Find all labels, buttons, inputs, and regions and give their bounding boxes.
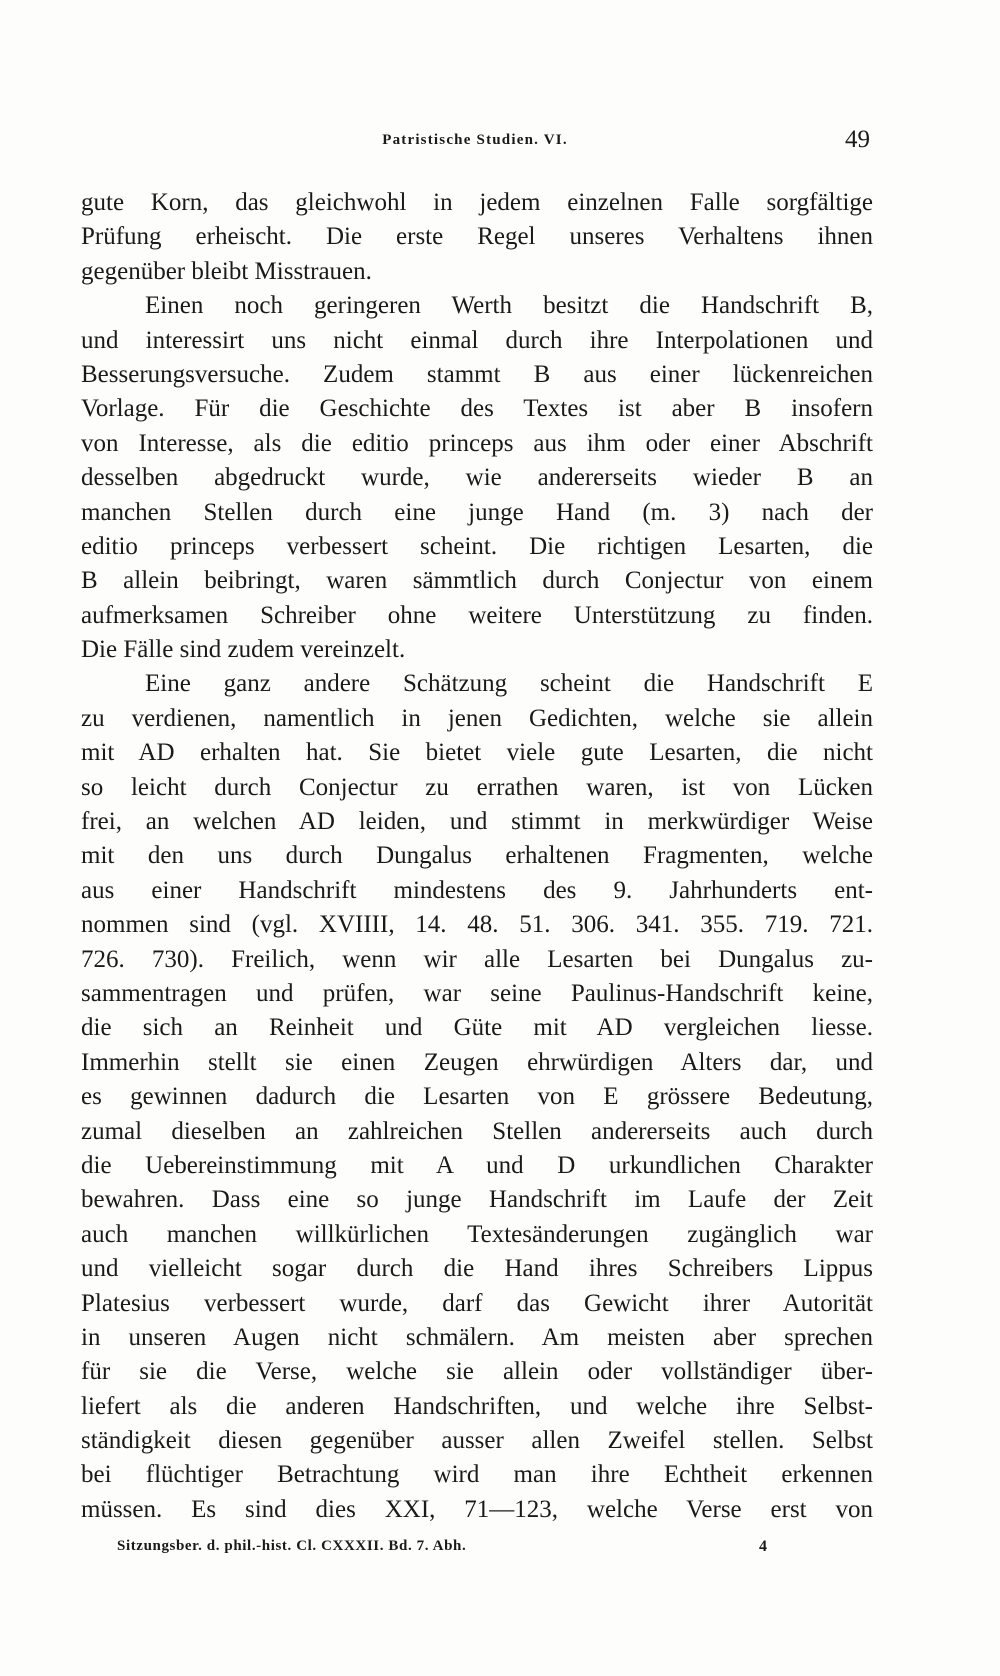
text-line: und vielleicht sogar durch die Hand ihres Schreibers Lippus <box>81 1255 873 1283</box>
text-line: in unseren Augen nicht schmälern. Am meisten aber sprechen <box>81 1323 873 1351</box>
body-text <box>81 186 873 1527</box>
text-line: liefert als die anderen Handschriften, und welche ihre Selbst- <box>81 1392 873 1420</box>
text-line: frei, an welchen AD leiden, und stimmt in merkwürdiger Weise <box>81 808 873 836</box>
text-line: editio princeps verbessert scheint. Die richtigen Lesarten, die <box>81 532 873 560</box>
text-line: Eine ganz andere Schätzung scheint die Handschrift E <box>145 670 873 698</box>
text-line: Vorlage. Für die Geschichte des Textes ist aber B insofern <box>81 395 873 423</box>
running-title: Patristische Studien. VI. <box>382 132 568 148</box>
text-line: 726. 730). Freilich, wenn wir alle Lesarten bei Dungalus zu- <box>81 945 873 973</box>
text-line: Besserungsversuche. Zudem stammt B aus einer lückenreichen <box>81 360 873 388</box>
text-line: so leicht durch Conjectur zu errathen waren, ist von Lücken <box>81 773 873 801</box>
text-line: bewahren. Dass eine so junge Handschrift im Laufe der Zeit <box>81 1186 873 1214</box>
text-line: die sich an Reinheit und Güte mit AD vergleichen liesse. <box>81 1014 873 1042</box>
text-line: müssen. Es sind dies XXI, 71—123, welche Verse erst von <box>81 1495 873 1523</box>
running-head <box>80 126 870 156</box>
text-line: ständigkeit diesen gegenüber ausser allen Zweifel stellen. Selbst <box>81 1427 873 1455</box>
text-line: mit den uns durch Dungalus erhaltenen Fragmenten, welche <box>81 842 873 870</box>
text-line: aufmerksamen Schreiber ohne weitere Unterstützung zu finden. <box>81 601 873 629</box>
text-line: aus einer Handschrift mindestens des 9. Jahrhunderts ent- <box>81 876 873 904</box>
text-line: für sie die Verse, welche sie allein oder vollständiger über- <box>81 1358 873 1386</box>
text-line: desselben abgedruckt wurde, wie andererseits wieder B an <box>81 464 873 492</box>
text-line: Platesius verbessert wurde, darf das Gewicht ihrer Autorität <box>81 1289 873 1317</box>
text-line: sammentragen und prüfen, war seine Paulinus-Handschrift keine, <box>81 979 873 1007</box>
text-line: gegenüber bleibt Misstrauen. <box>81 257 372 285</box>
text-line: B allein beibringt, waren sämmtlich durch Conjectur von einem <box>81 567 873 595</box>
text-line: es gewinnen dadurch die Lesarten von E grössere Bedeutung, <box>81 1083 873 1111</box>
text-line: Die Fälle sind zudem vereinzelt. <box>81 636 406 664</box>
text-line: gute Korn, das gleichwohl in jedem einzelnen Falle sorgfältige <box>81 189 873 216</box>
text-line: Prüfung erheischt. Die erste Regel unseres Verhaltens ihnen <box>81 223 873 251</box>
text-line: zu verdienen, namentlich in jenen Gedichten, welche sie allein <box>81 704 873 732</box>
text-line: auch manchen willkürlichen Textesänderungen zugänglich war <box>81 1220 873 1248</box>
signature-mark: 4 <box>759 1538 767 1555</box>
page-number: 49 <box>845 126 870 153</box>
page-footer <box>117 1538 767 1562</box>
text-line: mit AD erhalten hat. Sie bietet viele gute Lesarten, die nicht <box>81 739 873 767</box>
text-line: bei flüchtiger Betrachtung wird man ihre Echtheit erkennen <box>81 1461 873 1489</box>
text-line: und interessirt uns nicht einmal durch ihre Interpolationen und <box>81 326 873 354</box>
text-line: manchen Stellen durch eine junge Hand (m. 3) nach der <box>81 498 873 526</box>
text-line: Einen noch geringeren Werth besitzt die Handschrift B, <box>145 292 873 320</box>
text-line: zumal dieselben an zahlreichen Stellen andererseits auch durch <box>81 1117 873 1145</box>
text-line: von Interesse, als die editio princeps aus ihm oder einer Abschrift <box>81 429 873 457</box>
footer-citation: Sitzungsber. d. phil.-hist. Cl. CXXXII. Bd. 7. Abh. <box>117 1538 467 1554</box>
text-line: nommen sind (vgl. XVIIII, 14. 48. 51. 306. 341. 355. 719. 721. <box>81 911 873 939</box>
text-line: die Uebereinstimmung mit A und D urkundlichen Charakter <box>81 1151 873 1179</box>
text-line: Immerhin stellt sie einen Zeugen ehrwürdigen Alters dar, und <box>81 1048 873 1076</box>
